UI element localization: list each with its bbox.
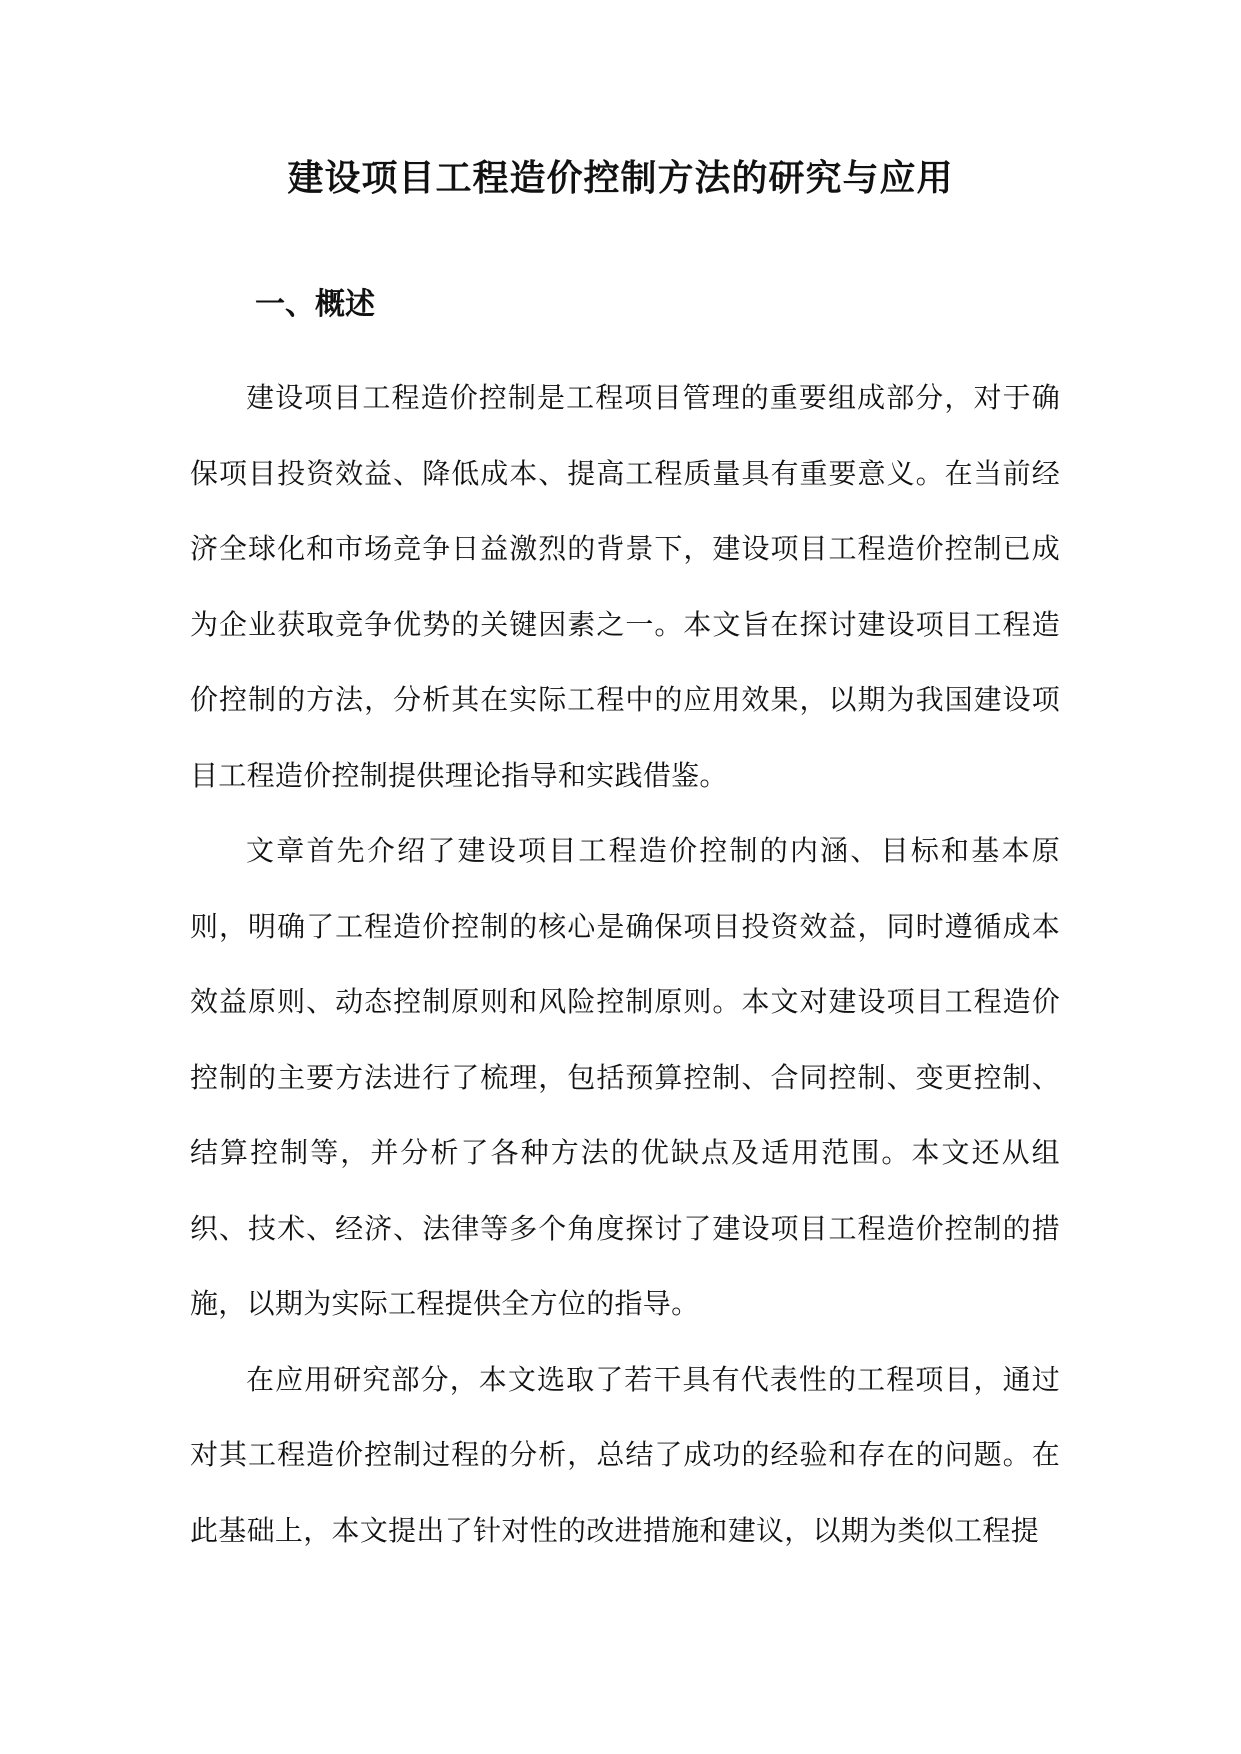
section-heading: 一、概述 [255,287,375,322]
paragraph-1: 建设项目工程造价控制是工程项目管理的重要组成部分，对于确保项目投资效益、降低成本、提高工程质量具有重要意义。在当前经济全球化和市场竞争日益激烈的背景下，建设项目工程造价控制已成为企业获取竞争优势的关键因素之一。本文旨在探讨建设项目工程造价控制的方法，分析其在实际工程中的应用效果，以期为我国建设项目工程造价控制提供理论指导和实践借鉴。 [190,381,1060,792]
document-title: 建设项目工程造价控制方法的研究与应用 [287,157,954,199]
paragraph-3: 在应用研究部分，本文选取了若干具有代表性的工程项目，通过对其工程造价控制过程的分析，总结了成功的经验和存在的问题。在此基础上，本文提出了针对性的改进措施和建议，以期为类似工程提 [190,1362,1060,1547]
body-text [190,360,1060,1568]
paragraph-2: 文章首先介绍了建设项目工程造价控制的内涵、目标和基本原则，明确了工程造价控制的核心是确保项目投资效益，同时遵循成本效益原则、动态控制原则和风险控制原则。本文对建设项目工程造价控制的主要方法进行了梳理，包括预算控制、合同控制、变更控制、结算控制等，并分析了各种方法的优缺点及适用范围。本文还从组织、技术、经济、法律等多个角度探讨了建设项目工程造价控制的措施，以期为实际工程提供全方位的指导。 [190,834,1060,1320]
